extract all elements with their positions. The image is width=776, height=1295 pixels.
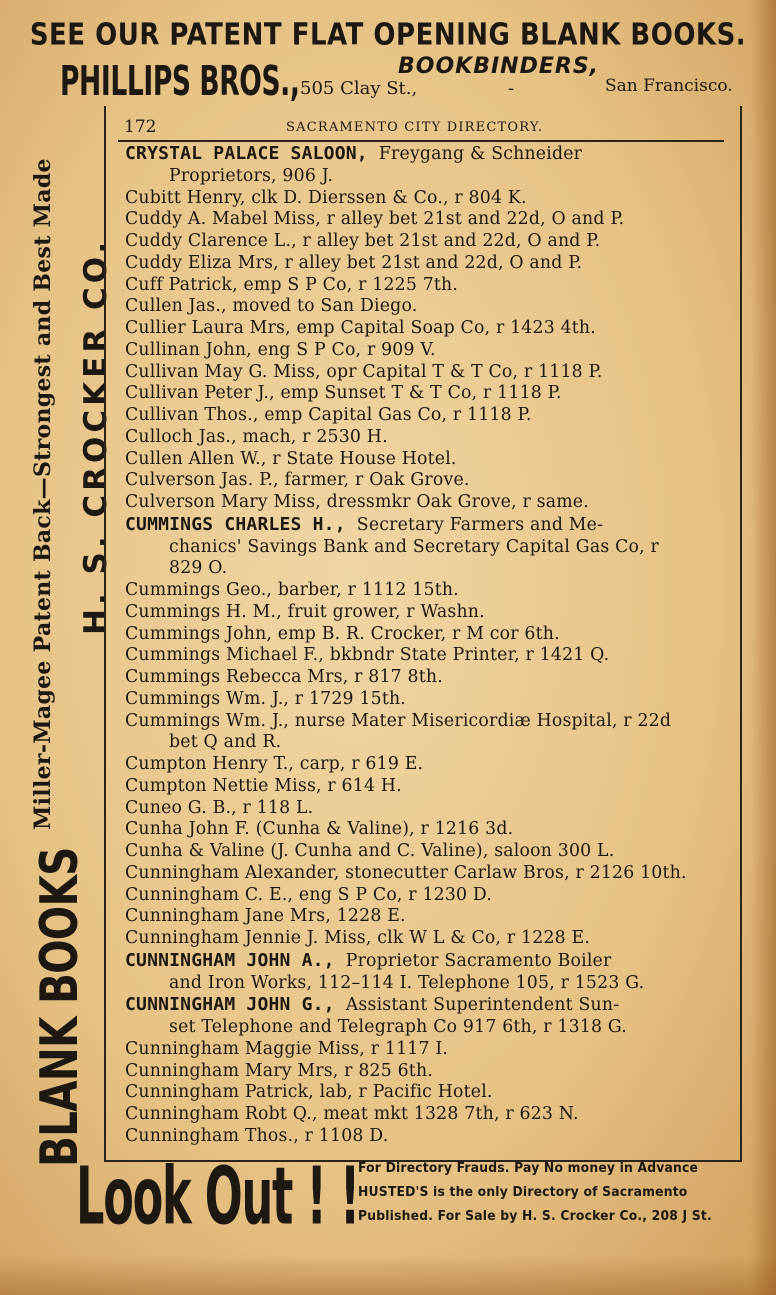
page-bottom-shading <box>0 1255 776 1295</box>
directory-entry <box>125 1061 725 1083</box>
directory-entry <box>125 231 725 253</box>
entry-text: Cuff Patrick, emp S P Co, r 1225 7th. <box>125 274 459 295</box>
entry-text: Cullivan Thos., emp Capital Gas Co, r 1118 P. <box>125 405 532 425</box>
directory-entry-featured <box>125 950 725 973</box>
directory-notice <box>358 1157 738 1229</box>
directory-entry <box>125 711 725 733</box>
directory-entry <box>125 296 725 318</box>
ad-city: San Francisco. <box>605 76 733 96</box>
entry-text: Proprietors, 906 J. <box>169 165 334 186</box>
entry-text: bet Q and R. <box>169 732 282 753</box>
entry-featured-name: CUMMINGS CHARLES H., <box>125 513 357 535</box>
directory-entry <box>125 275 725 297</box>
lookout-headline: Look Out ! ! <box>76 1150 360 1243</box>
entry-text: Cunningham Robt Q., meat mkt 1328 7th, r 623 N. <box>125 1104 579 1124</box>
entry-text: Cummings Michael F., bkbndr State Printer, r 1421 Q. <box>125 645 610 666</box>
entry-text: Cunha John F. (Cunha & Valine), r 1216 3d. <box>125 819 514 840</box>
entry-text: and Iron Works, 112–114 I. Telephone 105, r 1523 G. <box>169 972 645 993</box>
directory-entry <box>125 340 725 362</box>
directory-entry <box>125 1126 725 1148</box>
directory-entry-featured <box>125 994 725 1017</box>
entry-text: Culverson Jas. P., farmer, r Oak Grove. <box>125 470 470 491</box>
side-ad-tagline: Miller-Magee Patent Back—Strongest and Best Made <box>30 158 56 830</box>
entry-text: Culverson Mary Miss, dressmkr Oak Grove, r same. <box>125 492 589 512</box>
entry-text: Cullivan Peter J., emp Sunset T & T Co, r 1118 P. <box>125 383 562 404</box>
ad-address: 505 Clay St., <box>300 78 418 99</box>
directory-entries <box>125 143 725 1148</box>
side-ad-product: BLANK BOOKS <box>30 847 90 1167</box>
entry-text: Cullier Laura Mrs, emp Capital Soap Co, r 1423 4th. <box>125 318 596 338</box>
entry-text: Cumpton Nettie Miss, r 614 H. <box>125 775 402 796</box>
directory-entry <box>125 819 725 841</box>
entry-text: Cunningham Patrick, lab, r Pacific Hotel. <box>125 1082 493 1103</box>
directory-entry <box>125 1082 725 1104</box>
side-ad-seller: H. S. CROCKER CO. <box>78 237 114 635</box>
directory-entry-continuation <box>125 1017 725 1039</box>
entry-text: Cuddy A. Mabel Miss, r alley bet 21st and 22d, O and P. <box>125 209 625 230</box>
ad-separator: - <box>508 78 515 99</box>
entry-text: Assistant Superintendent Sun- <box>345 995 620 1016</box>
directory-entry <box>125 667 725 689</box>
page-title: SACRAMENTO CITY DIRECTORY. <box>286 120 544 135</box>
directory-entry <box>125 689 725 711</box>
directory-entry <box>125 645 725 667</box>
entry-featured-name: CUNNINGHAM JOHN A., <box>125 949 346 971</box>
entry-featured-name: CRYSTAL PALACE SALOON, <box>125 143 379 164</box>
entry-text: Cummings John, emp B. R. Crocker, r M cor 6th. <box>125 623 560 644</box>
entry-text: Cunningham Jennie J. Miss, clk W L & Co, r 1228 E. <box>125 928 591 948</box>
entry-text: Cummings H. M., fruit grower, r Washn. <box>125 601 485 622</box>
directory-entry <box>125 449 725 471</box>
directory-entry <box>125 188 725 210</box>
entry-text: Cunningham Jane Mrs, 1228 E. <box>125 906 406 927</box>
entry-text: Cummings Wm. J., nurse Mater Misericordiæ Hospital, r 22d <box>125 710 672 731</box>
entry-text: Freygang & Schneider <box>378 144 583 164</box>
entry-text: Cunha & Valine (J. Cunha and C. Valine), saloon 300 L. <box>125 841 615 861</box>
entry-text: Proprietor Sacramento Boiler <box>345 950 612 971</box>
entry-text: set Telephone and Telegraph Co 917 6th, r 1318 G. <box>169 1017 627 1037</box>
notice-line-1: For Directory Frauds. Pay No money in Advance <box>358 1161 699 1176</box>
directory-entry <box>125 624 725 646</box>
entry-text: Cunningham Maggie Miss, r 1117 I. <box>125 1038 449 1059</box>
entry-text: Cullinan John, eng S P Co, r 909 V. <box>125 339 436 360</box>
directory-entry-featured <box>125 514 725 537</box>
entry-text: Cullen Allen W., r State House Hotel. <box>125 448 457 469</box>
entry-text: Cumpton Henry T., carp, r 619 E. <box>125 754 424 774</box>
entry-text: Cullivan May G. Miss, opr Capital T & T Co, r 1118 P. <box>125 361 603 382</box>
directory-entry-continuation <box>125 558 725 580</box>
directory-entry-continuation <box>125 166 725 188</box>
entry-text: Cummings Wm. J., r 1729 15th. <box>125 688 406 709</box>
entry-text: Cubitt Henry, clk D. Dierssen & Co., r 804 K. <box>125 187 527 208</box>
ad-headline: SEE OUR PATENT FLAT OPENING BLANK BOOKS. <box>29 18 747 53</box>
ad-company-name: PHILLIPS BROS., <box>60 58 300 106</box>
entry-text: Cummings Geo., barber, r 1112 15th. <box>125 580 459 600</box>
directory-entry <box>125 470 725 492</box>
ad-trade: BOOKBINDERS, <box>398 54 600 79</box>
directory-entry <box>125 318 725 340</box>
entry-text: Cunningham Alexander, stonecutter Carlaw Bros, r 2126 10th. <box>125 862 687 883</box>
directory-entry <box>125 928 725 950</box>
entry-text: Cullen Jas., moved to San Diego. <box>125 296 418 317</box>
entry-featured-name: CUNNINGHAM JOHN G., <box>125 994 346 1016</box>
directory-entry <box>125 253 725 275</box>
directory-entry <box>125 580 725 602</box>
entry-text: chanics' Savings Bank and Secretary Capital Gas Co, r <box>169 536 659 557</box>
directory-entry <box>125 776 725 798</box>
entry-text: 829 O. <box>169 558 228 579</box>
directory-entry <box>125 754 725 776</box>
directory-entry <box>125 885 725 907</box>
header-rule <box>118 140 724 142</box>
directory-entry <box>125 841 725 863</box>
directory-entry-continuation <box>125 732 725 754</box>
entry-text: Secretary Farmers and Me- <box>356 514 604 535</box>
entry-text: Cuddy Eliza Mrs, r alley bet 21st and 22d, O and P. <box>125 252 583 273</box>
directory-entry <box>125 863 725 885</box>
directory-entry-continuation <box>125 537 725 559</box>
page-edge-shading <box>750 0 776 1295</box>
page-number: 172 <box>124 117 157 137</box>
directory-entry <box>125 1039 725 1061</box>
entry-text: Cummings Rebecca Mrs, r 817 8th. <box>125 667 443 687</box>
directory-entry <box>125 492 725 514</box>
directory-entry-featured <box>125 143 725 166</box>
directory-entry <box>125 1104 725 1126</box>
entry-text: Culloch Jas., mach, r 2530 H. <box>125 426 388 447</box>
entry-text: Cuneo G. B., r 118 L. <box>125 797 314 818</box>
directory-entry-continuation <box>125 973 725 995</box>
entry-text: Cunningham Thos., r 1108 D. <box>125 1125 389 1146</box>
directory-entry <box>125 906 725 928</box>
entry-text: Cunningham Mary Mrs, r 825 6th. <box>125 1060 433 1081</box>
directory-entry <box>125 362 725 384</box>
notice-line-3: Published. For Sale by H. S. Crocker Co., 208 J St. <box>358 1209 712 1224</box>
directory-entry <box>125 383 725 405</box>
directory-entry <box>125 602 725 624</box>
notice-line-2: HUSTED'S is the only Directory of Sacramento <box>358 1185 688 1200</box>
directory-entry <box>125 798 725 820</box>
directory-entry <box>125 405 725 427</box>
directory-entry <box>125 209 725 231</box>
entry-text: Cuddy Clarence L., r alley bet 21st and 22d, O and P. <box>125 231 601 251</box>
entry-text: Cunningham C. E., eng S P Co, r 1230 D. <box>125 884 493 905</box>
directory-entry <box>125 427 725 449</box>
